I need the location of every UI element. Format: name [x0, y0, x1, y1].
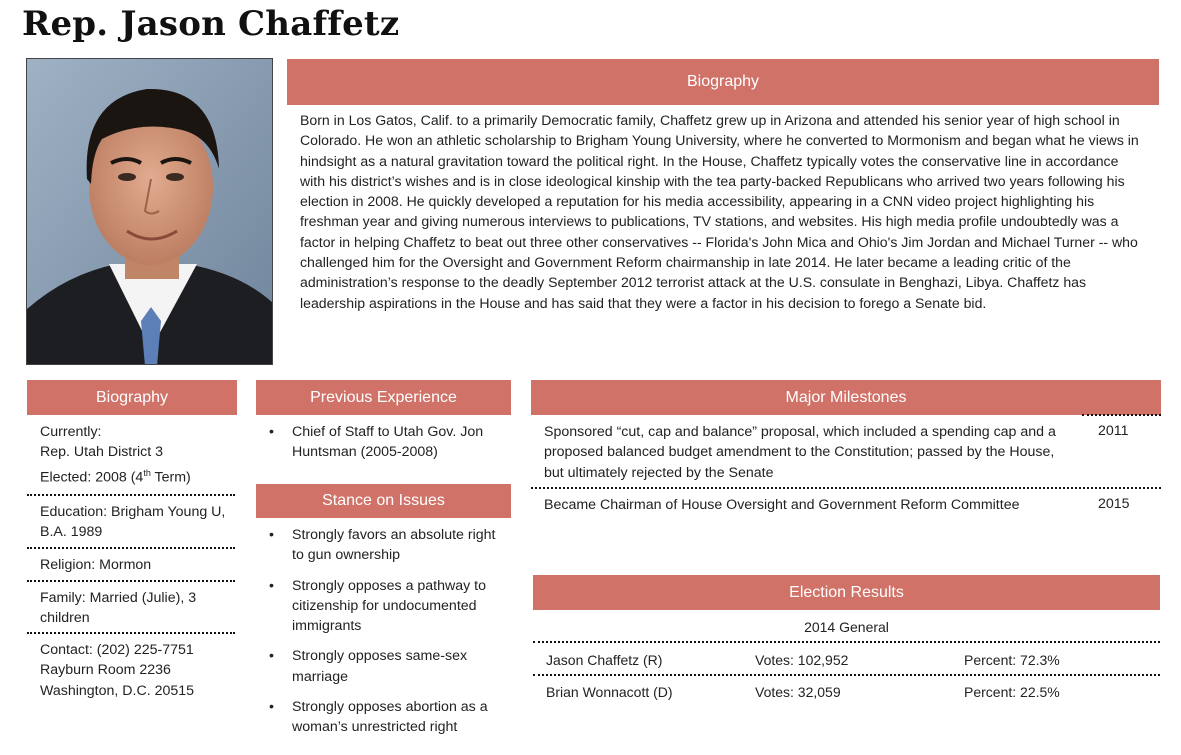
milestone-text: Became Chairman of House Oversight and Government Reform Committee	[544, 497, 1020, 513]
election-results-header: Election Results	[533, 575, 1160, 610]
elected-info: Elected: 2008 (4th Term)	[40, 467, 191, 486]
stance-item: • Strongly opposes a pathway to citizenship for undocumented immigrants	[256, 576, 501, 637]
stance-header: Stance on Issues	[256, 484, 511, 518]
experience-item: • Chief of Staff to Utah Gov. Jon Huntsman (2005-2008)	[256, 422, 511, 463]
divider	[533, 641, 1160, 643]
candidate-votes: Votes: 102,952	[755, 652, 849, 668]
contact-phone: Contact: (202) 225-7751	[40, 642, 194, 658]
milestones-header: Major Milestones	[531, 380, 1161, 415]
contact-info	[40, 640, 235, 701]
divider	[27, 580, 235, 582]
previous-experience-header: Previous Experience	[256, 380, 511, 415]
candidate-votes: Votes: 32,059	[755, 684, 841, 700]
divider	[531, 487, 1161, 489]
portrait-photo	[26, 58, 273, 365]
current-office	[40, 422, 235, 488]
stance-item: • Strongly favors an absolute right to gun ownership	[256, 525, 501, 566]
district: Rep. Utah District 3	[40, 444, 163, 461]
stance-list	[256, 525, 501, 748]
divider	[533, 674, 1160, 676]
family: Family: Married (Julie), 3 children	[40, 590, 197, 627]
religion: Religion: Mormon	[40, 557, 152, 573]
milestone-year: 2011	[1098, 423, 1129, 439]
contact-city: Washington, D.C. 20515	[40, 682, 195, 699]
contact-room: Rayburn Room 2236	[40, 662, 171, 679]
candidate-percent: Percent: 22.5%	[964, 684, 1060, 700]
candidate-name: Jason Chaffetz (R)	[546, 652, 663, 668]
biography-text: Born in Los Gatos, Calif. to a primarily Democratic family, Chaffetz grew up in Arizona and attended his senior year of high school in Colorado. He won an athletic scholarship to Brigham Young University, where he converted to Mormonism and began what he views in hindsight as a natural gravitation toward the political right. In the House, Chaffetz typically votes the conservative line in accordance with his district’s wishes and is in close ideological kinship with the tea party-backed Republicans who arrived two years following his election in 2008. He quickly developed a reputation for his media accessibility, appearing in a CNN video project highlighting his freshman year and giving numerous interviews to publications, TV stations, and websites. His high media profile undoubtedly was a factor in helping Chaffetz to beat out three other conservatives -- Florida's John Mica and Ohio's Jim Jordan and Michael Turner -- who challenged him for the Oversight and Government Reform chairmanship in late 2014. He later became a leading critic of the administration’s response to the deadly September 2012 terrorist attack at the U.S. consulate in Benghazi, Libya. Chaffetz has leadership aspirations in the House and has said that they were a factor in his decision to forego a Senate bid.	[300, 112, 1139, 311]
election-subheader: 2014 General	[804, 619, 889, 635]
currently-label: Currently:	[40, 424, 102, 440]
divider	[27, 632, 235, 634]
biography-header: Biography	[287, 59, 1159, 105]
sidebar-biography-header: Biography	[27, 380, 237, 415]
stance-item: • Strongly opposes abortion as a woman’s unrestricted right	[256, 697, 501, 738]
candidate-name: Brian Wonnacott (D)	[546, 684, 673, 700]
divider	[27, 547, 235, 549]
experience-list	[256, 422, 511, 473]
milestone-year: 2015	[1098, 496, 1130, 512]
page-title: Rep. Jason Chaffetz	[22, 4, 400, 44]
education: Education: Brigham Young U, B.A. 1989	[40, 504, 226, 541]
candidate-percent: Percent: 72.3%	[964, 652, 1060, 668]
divider	[1082, 414, 1161, 416]
stance-item: • Strongly opposes same-sex marriage	[256, 646, 501, 687]
milestone-text: Sponsored “cut, cap and balance” proposal, which included a spending cap and a proposed balanced budget amendment to the Constitution; passed by the House, but ultimately rejected by the Senate	[544, 424, 1056, 481]
divider	[27, 494, 235, 496]
